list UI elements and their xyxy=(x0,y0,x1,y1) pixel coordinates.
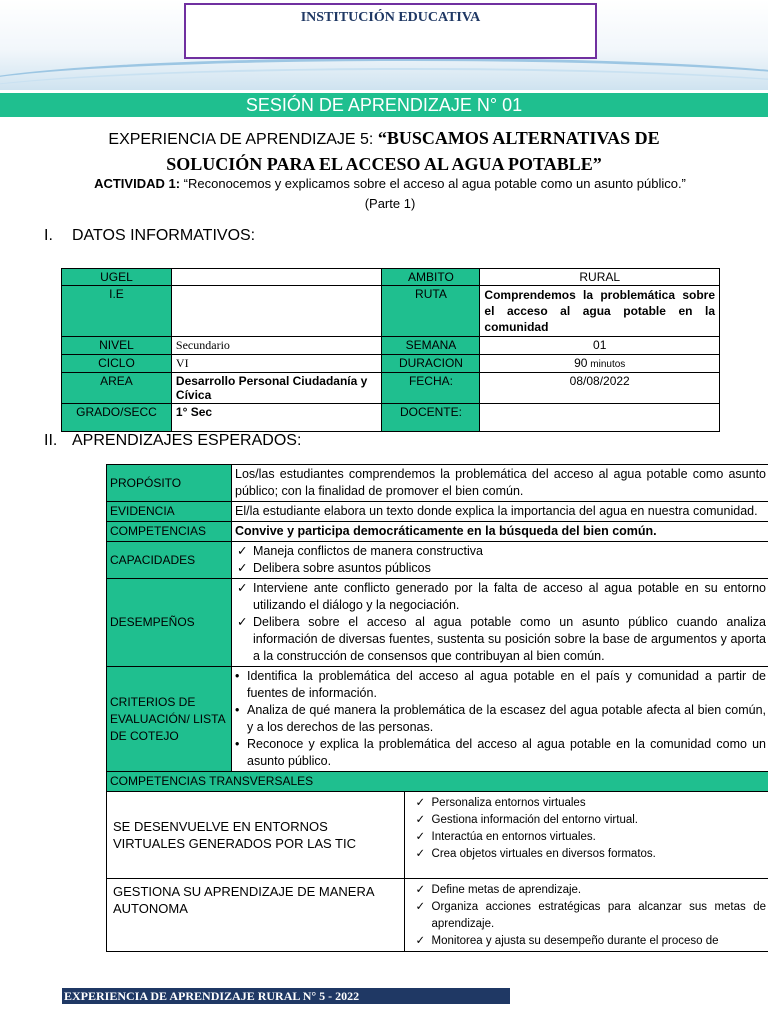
capacidades-list xyxy=(235,543,766,577)
table-row xyxy=(107,579,768,667)
session-title: SESIÓN DE APRENDIZAJE N° 01 xyxy=(245,95,523,115)
competencias-label: COMPETENCIAS xyxy=(107,522,232,542)
ambito-value: RURAL xyxy=(480,269,720,286)
duracion-value: 90 xyxy=(574,356,588,370)
list-item: ✓ Monitorea y ajusta su desempeño durante el proceso de xyxy=(414,933,766,950)
table-row xyxy=(107,772,768,792)
list-item: ✓ Interviene ante conflicto generado por la falta de acceso al agua potable en su entorno utilizando el diálogo y la negociación. xyxy=(235,580,766,614)
experience-title-line2: SOLUCIÓN PARA EL ACCESO AL AGUA POTABLE” xyxy=(166,154,602,174)
datos-informativos-table xyxy=(61,268,720,432)
tic-cell xyxy=(404,792,768,879)
area-label: AREA xyxy=(62,373,172,404)
experience-title xyxy=(0,126,768,176)
proposito-text: Los/las estudiantes comprendemos la problemática del acceso al agua potable como asunto público; con la finalidad de promover el bien común. xyxy=(232,465,768,502)
session-title-bar xyxy=(0,93,768,117)
table-row xyxy=(62,373,720,404)
table-row xyxy=(62,355,720,373)
list-item: ✓ Delibera sobre asuntos públicos xyxy=(235,560,766,577)
table-row xyxy=(62,404,720,432)
desempenos-cell xyxy=(232,579,768,667)
transversales-header: COMPETENCIAS TRANSVERSALES xyxy=(107,772,768,792)
institution-box xyxy=(184,3,597,59)
table-row xyxy=(107,522,768,542)
duracion-label: DURACION xyxy=(382,355,480,373)
list-item: ✓ Maneja conflictos de manera constructiva xyxy=(235,543,766,560)
evidencia-label: EVIDENCIA xyxy=(107,502,232,522)
ruta-value: Comprendemos la problemática sobre el acceso al agua potable en la comunidad xyxy=(480,286,720,337)
section-heading-datos xyxy=(44,227,255,245)
capacidades-label: CAPACIDADES xyxy=(107,542,232,579)
table-row xyxy=(107,879,768,952)
proposito-label: PROPÓSITO xyxy=(107,465,232,502)
institution-label: INSTITUCIÓN EDUCATIVA xyxy=(300,10,481,25)
aprendizajes-table xyxy=(106,464,768,952)
duracion-unit: minutos xyxy=(587,359,626,370)
ruta-label: RUTA xyxy=(382,286,480,337)
semana-label: SEMANA xyxy=(382,337,480,355)
footer-text: EXPERIENCIA DE APRENDIZAJE RURAL N° 5 - 2022 xyxy=(64,989,360,1003)
competencias-text: Convive y participa democráticamente en la búsqueda del bien común. xyxy=(232,522,768,542)
duracion-cell xyxy=(480,355,720,373)
desempenos-list xyxy=(235,580,766,665)
list-item: ✓ Delibera sobre el acceso al agua potable como un asunto público cuando analiza información de diversas fuentes, sustenta su posición sobre la base de argumentos y aporta a la construcción de consensos que contribuyan al bien común. xyxy=(235,614,766,665)
section-title: DATOS INFORMATIVOS: xyxy=(72,227,256,244)
docente-label: DOCENTE: xyxy=(382,404,480,432)
criterios-cell xyxy=(232,667,768,772)
table-row xyxy=(62,269,720,286)
list-item: • Analiza de qué manera la problemática de la escasez del agua potable afecta al bien común, y a los derechos de las personas. xyxy=(235,702,766,736)
criterios-list xyxy=(235,668,766,770)
grado-label: GRADO/SECC xyxy=(62,404,172,432)
section-number: I. xyxy=(44,227,53,244)
list-item: • Identifica la problemática del acceso al agua potable en el país y comunidad a partir de fuentes de información. xyxy=(235,668,766,702)
autonoma-cell xyxy=(404,879,768,952)
table-row xyxy=(62,286,720,337)
area-value: Desarrollo Personal Ciudadanía y Cívica xyxy=(171,373,382,404)
desempenos-label: DESEMPEÑOS xyxy=(107,579,232,667)
capacidades-cell xyxy=(232,542,768,579)
section-title: APRENDIZAJES ESPERADOS: xyxy=(72,432,302,449)
ugel-value xyxy=(171,269,382,286)
tic-label: SE DESENVUELVE EN ENTORNOS VIRTUALES GENERADOS POR LAS TIC xyxy=(107,792,405,879)
experience-prefix: EXPERIENCIA DE APRENDIZAJE 5: xyxy=(108,131,378,148)
list-item: ✓ Interactúa en entornos virtuales. xyxy=(414,829,766,846)
ie-label: I.E xyxy=(62,286,172,337)
activity-text: “Reconocemos y explicamos sobre el acceso al agua potable como un asunto público.” (Parte 1) xyxy=(180,176,686,211)
ciclo-value: VI xyxy=(171,355,382,373)
section-heading-aprendizajes xyxy=(44,432,301,450)
autonoma-label: GESTIONA SU APRENDIZAJE DE MANERA AUTONOMA xyxy=(107,879,405,952)
list-item: ✓ Personaliza entornos virtuales xyxy=(414,795,766,812)
fecha-value: 08/08/2022 xyxy=(480,373,720,404)
table-row xyxy=(107,667,768,772)
criterios-label: CRITERIOS DE EVALUACIÓN/ LISTA DE COTEJO xyxy=(107,667,232,772)
table-row xyxy=(107,542,768,579)
semana-value: 01 xyxy=(480,337,720,355)
docente-value xyxy=(480,404,720,432)
table-row xyxy=(107,502,768,522)
ie-value xyxy=(171,286,382,337)
table-row xyxy=(62,337,720,355)
list-item: ✓ Gestiona información del entorno virtual. xyxy=(414,812,766,829)
section-number: II. xyxy=(44,432,58,449)
list-item: ✓ Organiza acciones estratégicas para alcanzar sus metas de aprendizaje. xyxy=(414,899,766,933)
experience-title-line1: “BUSCAMOS ALTERNATIVAS DE xyxy=(377,128,660,148)
table-row xyxy=(107,792,768,879)
nivel-value: Secundario xyxy=(171,337,382,355)
evidencia-text: El/la estudiante elabora un texto donde explica la importancia del agua en nuestra comunidad. xyxy=(232,502,768,522)
ambito-label: AMBITO xyxy=(382,269,480,286)
tic-list xyxy=(408,793,766,877)
activity-label: ACTIVIDAD 1: xyxy=(94,176,181,191)
page-footer xyxy=(62,988,510,1004)
list-item: • Reconoce y explica la problemática del acceso al agua potable en la comunidad como un asunto público. xyxy=(235,736,766,770)
ciclo-label: CICLO xyxy=(62,355,172,373)
list-item: ✓ Crea objetos virtuales en diversos formatos. xyxy=(414,846,766,863)
ugel-label: UGEL xyxy=(62,269,172,286)
list-item: ✓ Define metas de aprendizaje. xyxy=(414,882,766,899)
grado-value: 1° Sec xyxy=(171,404,382,432)
nivel-label: NIVEL xyxy=(62,337,172,355)
activity-description xyxy=(90,174,690,214)
fecha-label: FECHA: xyxy=(382,373,480,404)
table-row xyxy=(107,465,768,502)
autonoma-list xyxy=(408,880,766,950)
